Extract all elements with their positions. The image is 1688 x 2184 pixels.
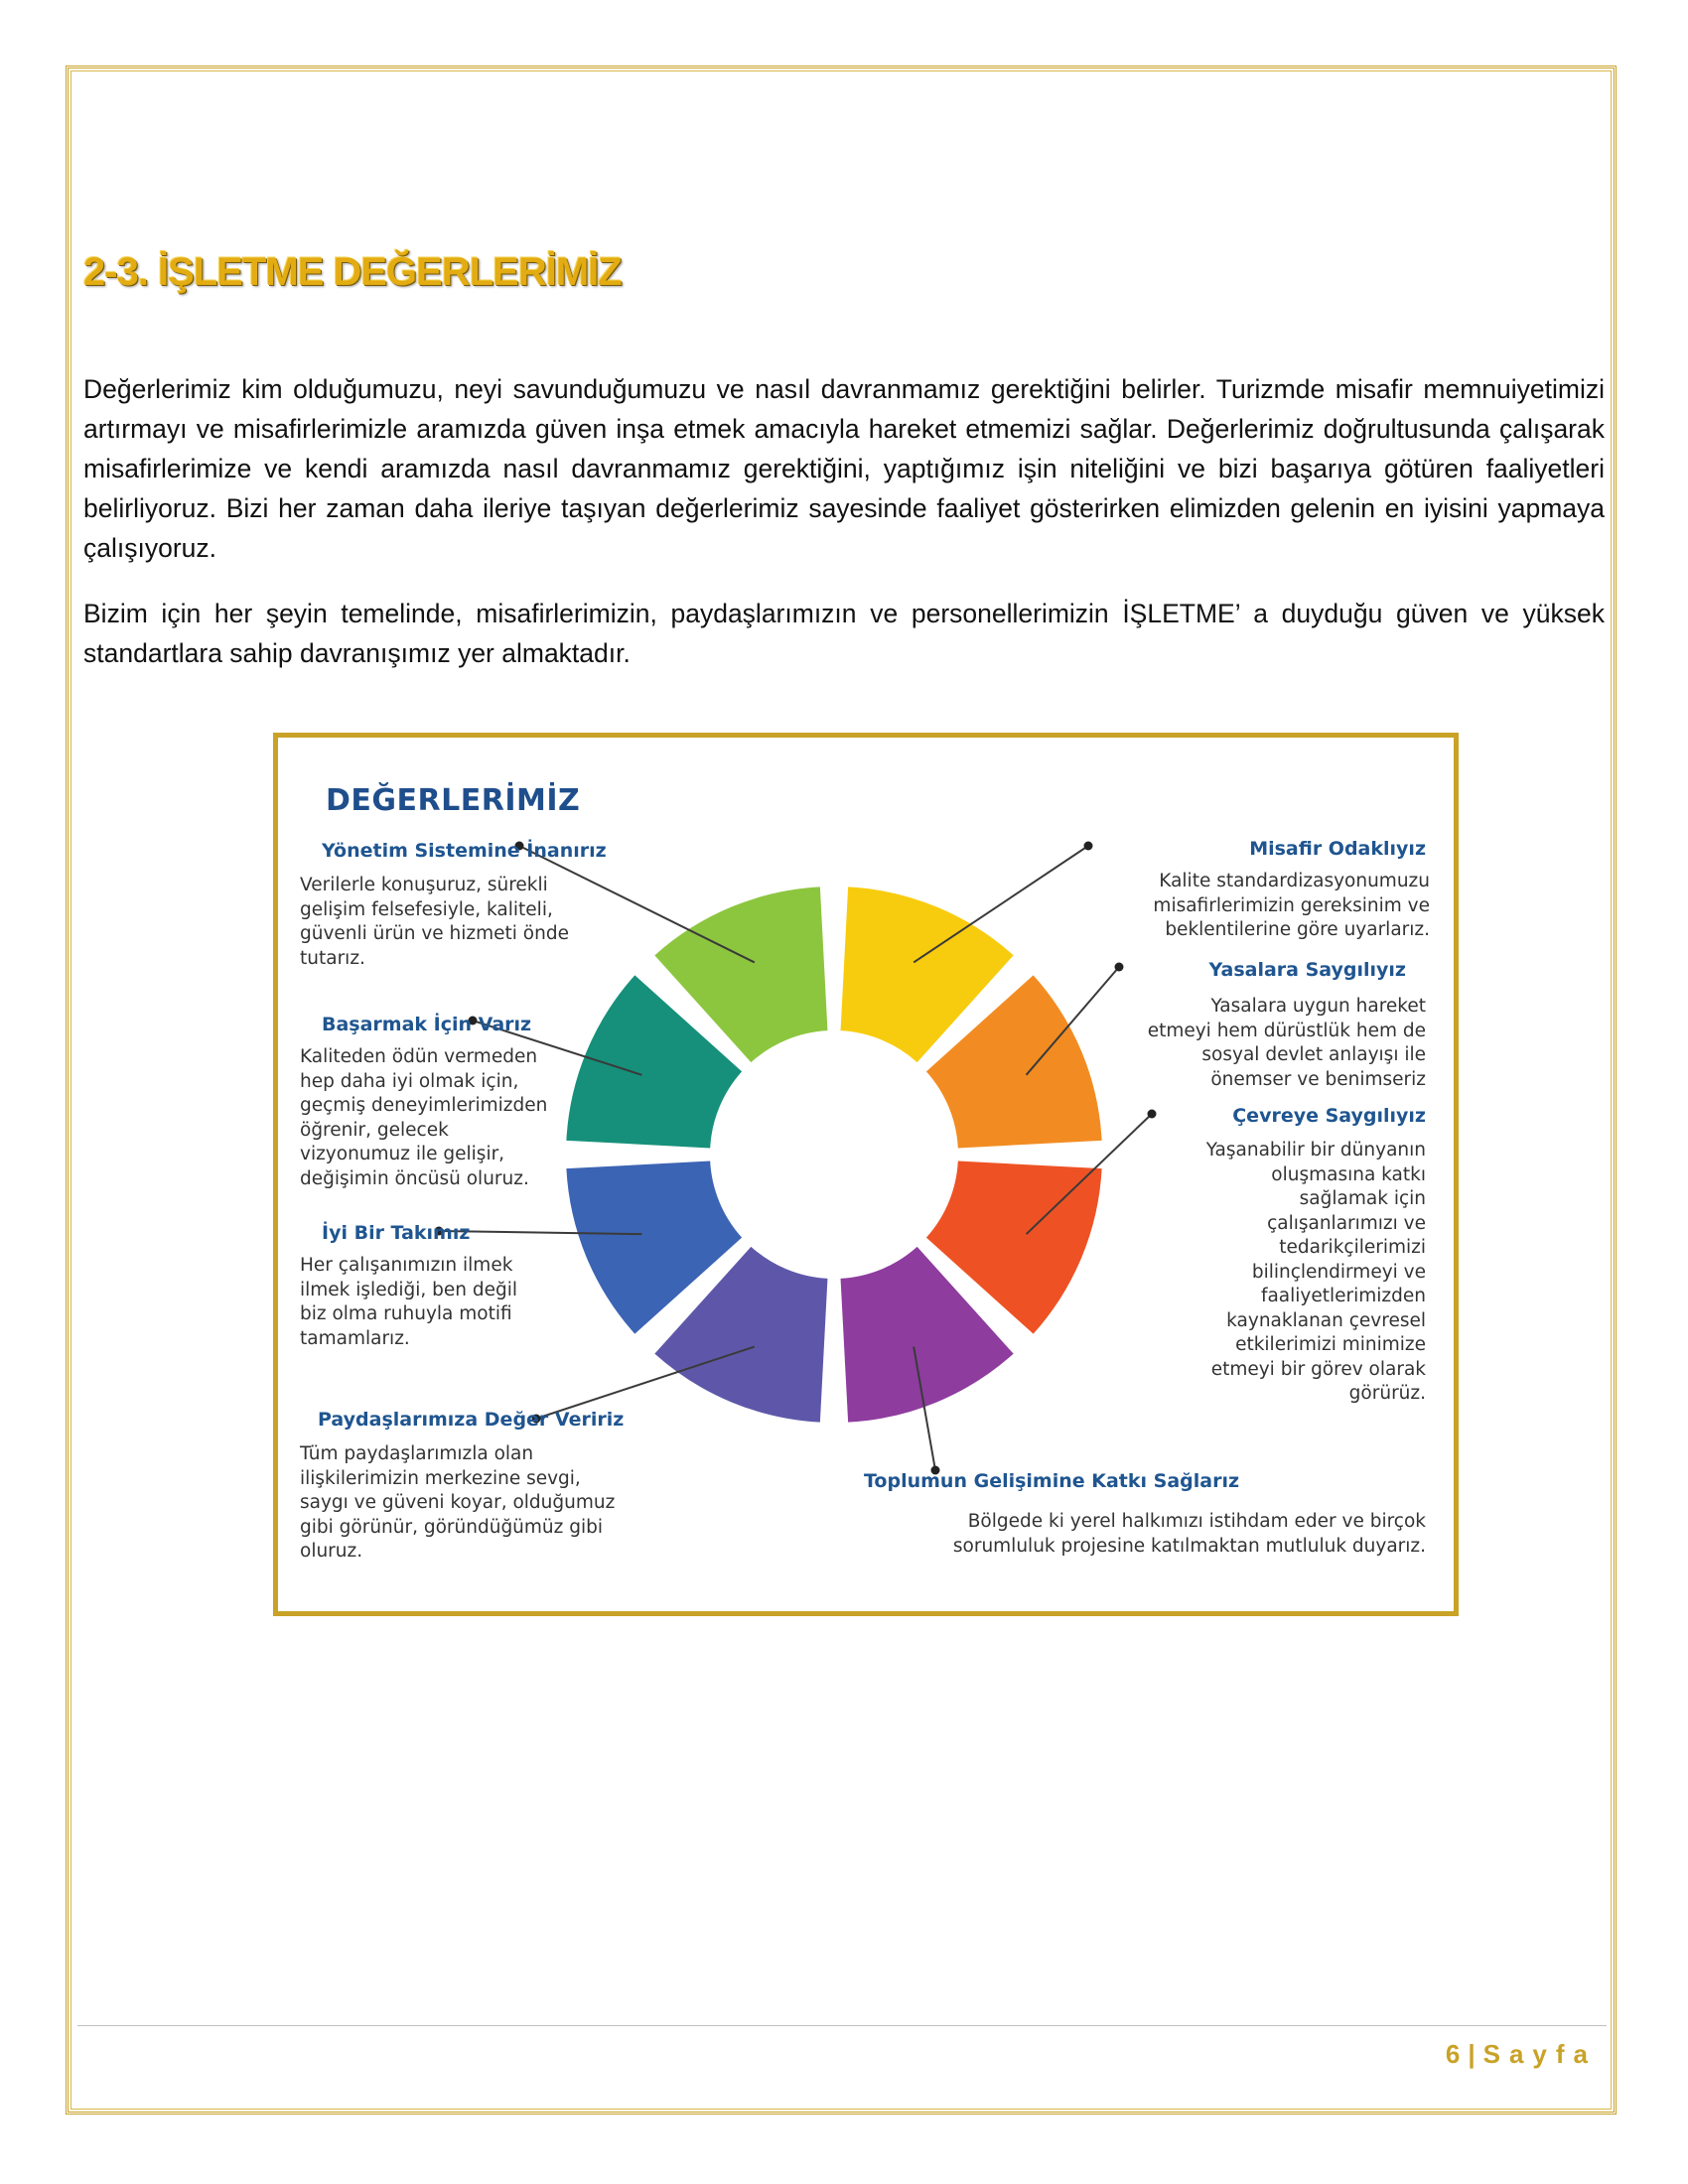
page-word: Sayfa bbox=[1482, 2039, 1597, 2069]
value-desc-laws: Yasalara uygun hareket etmeyi hem dürüstlük hem de sosyal devlet anlayışı ile önemser ve benimseriz bbox=[1147, 996, 1426, 1090]
value-desc-team: Her çalışanımızın ilmek ilmek işlediği, ben değil biz olma ruhuyla motifi tamamlarız. bbox=[300, 1255, 517, 1349]
value-title-laws: Yasalara Saygılıyız bbox=[1208, 959, 1406, 981]
value-title-community: Toplumun Gelişimine Katkı Sağlarız bbox=[864, 1470, 1240, 1492]
connector-environment-dot bbox=[1148, 1110, 1157, 1119]
connector-guest-focus-dot bbox=[1084, 842, 1093, 851]
values-figure bbox=[273, 733, 1459, 1616]
value-desc-guest-focus: Kalite standardizasyonumuzu misafirlerimizin gereksinim ve beklentilerine göre uyarlarız. bbox=[1153, 871, 1430, 940]
paragraph-foundation: Bizim için her şeyin temelinde, misafirlerimizin, paydaşlarımızın ve personellerimizin İŞLETME’ a duyduğu güven ve yüksek standartlara sahip davranışımız yer almaktadır. bbox=[83, 599, 1605, 668]
value-desc-community: Bölgede ki yerel halkımızı istihdam eder ve birçok sorumluluk projesine katılmaktan mutluluk duyarız. bbox=[952, 1511, 1426, 1557]
footer-rule bbox=[77, 2025, 1607, 2026]
value-title-environment: Çevreye Saygılıyız bbox=[1232, 1105, 1426, 1127]
value-desc-management-system: Verilerle konuşuruz, sürekli gelişim felsefesiyle, kaliteli, güvenli ürün ve hizmeti önde tutarız. bbox=[300, 875, 569, 969]
section-heading: 2-3. İŞLETME DEĞERLERİMİZ bbox=[83, 250, 622, 294]
figure-title: DEĞERLERİMİZ bbox=[326, 783, 581, 818]
value-title-team: İyi Bir Takımız bbox=[322, 1222, 471, 1244]
page-number: 6 bbox=[1445, 2039, 1461, 2069]
footer-separator: | bbox=[1468, 2039, 1476, 2069]
value-title-management-system: Yönetim Sistemine İnanırız bbox=[322, 840, 607, 862]
value-title-guest-focus: Misafir Odaklıyız bbox=[1249, 838, 1426, 860]
value-desc-stakeholders: Tüm paydaşlarımızla olan ilişkilerimizin merkezine sevgi, saygı ve güveni koyar, olduğumuz gibi görünür, göründüğümüz gibi oluruz. bbox=[300, 1443, 616, 1562]
page-footer bbox=[1446, 2039, 1597, 2070]
value-desc-environment: Yaşanabilir bir dünyanın oluşmasına katkı sağlamak için çalışanlarımızı ve tedarikçilerimizi bilinçlendirmeyi ve faaliyetlerimizden kaynaklanan çevresel etkilerimizi minimize etmeyi bir görev olarak görürüz. bbox=[1205, 1140, 1426, 1404]
value-title-stakeholders: Paydaşlarımıza Değer Veririz bbox=[318, 1409, 625, 1431]
value-desc-achieve: Kaliteden ödün vermeden hep daha iyi olmak için, geçmiş deneyimlerimizden öğrenir, gelecek vizyonumuz ile gelişir, değişimin öncüsü oluruz. bbox=[300, 1046, 548, 1189]
paragraph-intro: Değerlerimiz kim olduğumuzu, neyi savunduğumuzu ve nasıl davranmamız gerektiğini belirler. Turizmde misafir memnuiyetimizi artırmayı ve misafirlerimizle aramızda güven inşa etmek amacıyla hareket etmemizi sağlar. Değerlerimiz doğrultusunda çalışarak misafirlerimize ve kendi aramızda nasıl davranmamız gerektiğini, yaptığımız işin niteliğini ve bizi başarıya götüren faaliyetleri belirliyoruz. Bizi her zaman daha ileriye taşıyan değerlerimiz sayesinde faaliyet gösterirken elimizden gelenin en iyisini yapmaya çalışıyoruz. bbox=[83, 374, 1605, 563]
connector-laws-dot bbox=[1115, 963, 1124, 972]
value-title-achieve: Başarmak İçin Varız bbox=[322, 1014, 532, 1035]
